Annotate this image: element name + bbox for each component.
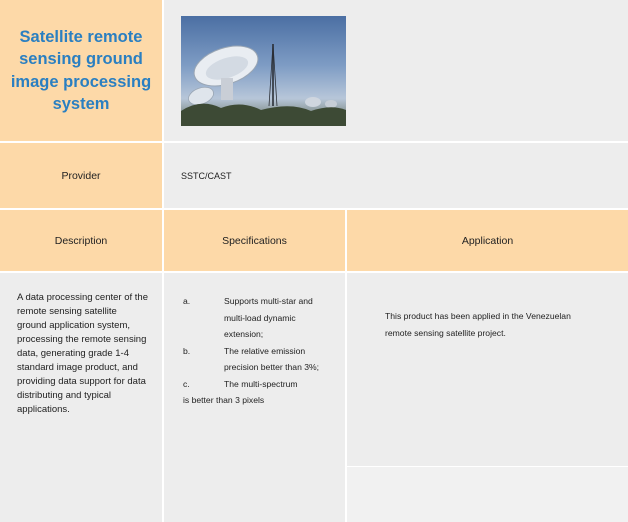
spec-letter: a.: [183, 296, 191, 306]
provider-value: SSTC/CAST: [164, 143, 628, 208]
satellite-dish-icon: [181, 16, 346, 126]
application-header: Application: [347, 210, 628, 271]
spec-letter: c.: [183, 378, 190, 389]
spec-text: The relative emission precision better than 3%;: [224, 345, 320, 372]
spec-item: [183, 376, 339, 393]
spec-text: The multi-spectrum: [224, 378, 298, 389]
satellite-dish-photo: [181, 16, 346, 126]
spec-tail: is better than 3 pixels: [183, 395, 265, 405]
application-empty-cell: [347, 467, 628, 522]
description-text: A data processing center of the remote sensing satellite ground application system, processing the remote sensing data, generating grade 1-4 standard image product, and providing data support for data distributing and typical applications.: [0, 273, 162, 522]
product-title: Satellite remote sensing ground image processing system: [0, 0, 162, 141]
spec-item: [183, 343, 339, 376]
provider-label: Provider: [0, 143, 162, 208]
specifications-list: [164, 273, 345, 522]
description-header: Description: [0, 210, 162, 271]
spec-item: [183, 293, 339, 343]
application-text: This product has been applied in the Venezuelan remote sensing satellite project.: [347, 273, 628, 466]
spec-text: Supports multi-star and multi-load dynamic extension;: [224, 296, 313, 339]
spec-letter: b.: [183, 345, 191, 356]
specifications-header: Specifications: [164, 210, 345, 271]
photo-cell: [164, 0, 628, 141]
